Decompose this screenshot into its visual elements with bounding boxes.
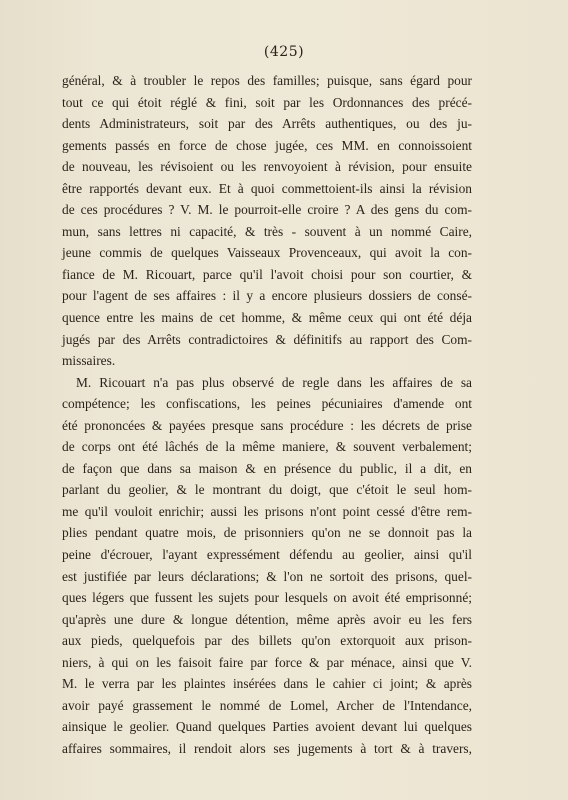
text-line: est justifiée par leurs déclarations; & l'on ne sortoit des prisons, quel- [62,568,472,584]
text-line: de façon que dans sa maison & en présence du public, il a dit, en [62,460,472,476]
text-line: été prononcées & payées presque sans procédure : les décrets de prise [62,417,472,433]
text-line: fiance de M. Ricouart, parce qu'il l'avoit choisi pour son courtier, & [62,266,472,282]
text-line: avoir payé grassement le nommé de Lomel, Archer de l'Intendance, [62,697,472,713]
text-line: tout ce qui étoit réglé & fini, soit par les Ordonnances des précé- [62,94,472,110]
text-line: peine d'écrouer, l'ayant expressément défendu au geolier, ainsi qu'il [62,547,472,563]
text-line: de corps ont été lâchés de la même maniere, & souvent verbalement; [62,439,472,455]
text-line: mun, sans lettres ni capacité, & très - souvent à un nommé Caire, [62,223,472,239]
text-line: M. le verra par les plaintes insérées dans le cahier ci joint; & après [62,676,472,692]
text-line: me qu'il vouloit enrichir; aussi les prisons n'ont point cessé d'être rem- [62,503,472,519]
text-line: dents Administrateurs, soit par des Arrêts authentiques, ou des ju- [62,116,472,132]
text-line: affaires sommaires, il rendoit alors ses jugements à tort & à travers, [62,740,472,756]
text-line: général, & à troubler le repos des familles; puisque, sans égard pour [62,73,472,88]
text-line: quence entre les mains de cet homme, & même ceux qui ont été déja [62,310,472,326]
text-line: ques légers que fussent les sujets pour lesquels on avoit été emprisonné; [62,590,472,606]
text-line: qu'après une dure & longue détention, même après avoir eu les fers [62,611,472,627]
text-line: ainsique le geolier. Quand quelques Parties avoient devant lui quelques [62,719,472,735]
text-line: jeune commis de quelques Vaisseaux Provenceaux, qui avoit la con- [62,245,472,261]
text-line: aux pieds, quelquefois par des billets qu'on extorquoit aux prison- [62,633,472,649]
body-text [62,70,472,760]
text-line: missaires. [62,353,116,369]
text-line: pour l'agent de ses affaires : il y a encore plusieurs dossiers de consé- [62,288,472,304]
text-line: niers, à qui on les faisoit faire par force & par ménace, ainsi que V. [62,654,472,670]
text-line: plies pendant quatre mois, de prisonniers qu'on ne se donnoit pas la [62,525,472,541]
text-line: être rapportés devant eux. Et à quoi commettoient-ils ainsi la révision [62,180,472,196]
page-number: (425) [263,44,305,60]
text-line: compétence; les confiscations, les peines pécuniaires d'amende ont [62,396,472,412]
paragraph-start-line: M. Ricouart n'a pas plus observé de regle dans les affaires de sa [76,374,472,390]
text-line: jugés par des Arrêts contradictoires & définitifs au rapport des Com- [62,331,472,347]
text-line: gements passés en force de chose jugée, ces MM. en connoissoient [62,137,472,153]
text-line: de nouveau, les révisoient ou les renvoyoient à révision, pour ensuite [62,159,472,175]
text-line: de ces procédures ? V. M. le pourroit-elle croire ? A des gens du com- [62,202,472,218]
text-line: parlant du geolier, & le montrant du doigt, que c'étoit le seul hom- [62,482,472,498]
